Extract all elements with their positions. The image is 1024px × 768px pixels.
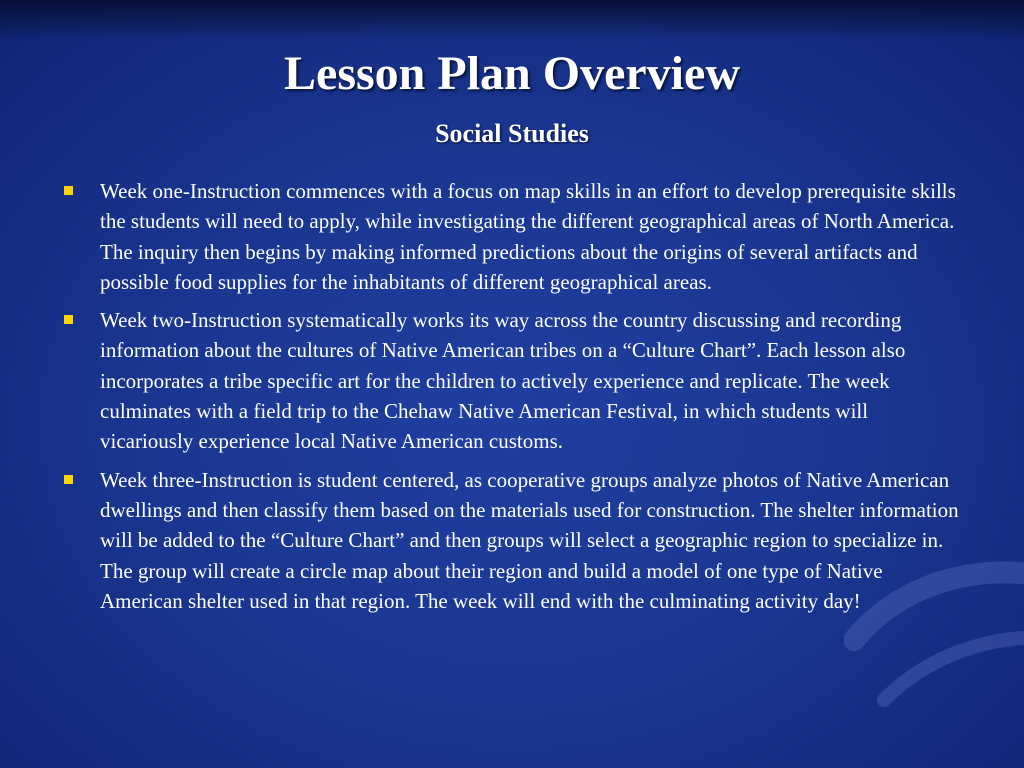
bullet-item-week-three xyxy=(60,465,964,616)
bullet-text: Week three-Instruction is student centered, as cooperative groups analyze photos of Native American dwellings and then classify them based on the materials used for construction. The shelter information will be added to the “Culture Chart” and then groups will select a geographic region to specialize in. The group will create a circle map about their region and build a model of one type of Native American shelter used in that region. The week will end with the culminating activity day! xyxy=(100,467,959,613)
square-bullet-icon xyxy=(64,186,73,195)
square-bullet-icon xyxy=(64,315,73,324)
bullet-item-week-one xyxy=(60,176,964,297)
slide-title: Lesson Plan Overview xyxy=(284,47,740,100)
square-bullet-icon xyxy=(64,475,73,484)
bullet-text: Week one-Instruction commences with a focus on map skills in an effort to develop prerequisite skills the students will need to apply, while investigating the different geographical areas of North America. The inquiry then begins by making informed predictions about the origins of several artifacts and possible food supplies for the inhabitants of different geographical areas. xyxy=(100,179,956,294)
bullet-text: Week two-Instruction systematically works its way across the country discussing and recording information about the cultures of Native American tribes on a “Culture Chart”. Each lesson also incorporates a tribe specific art for the children to actively experience and replicate. The week culminates with a field trip to the Chehaw Native American Festival, in which students will vicariously experience local Native American customs. xyxy=(100,308,906,454)
slide-subtitle: Social Studies xyxy=(435,119,589,148)
bullet-item-week-two xyxy=(60,305,964,456)
bullet-list xyxy=(60,176,964,624)
